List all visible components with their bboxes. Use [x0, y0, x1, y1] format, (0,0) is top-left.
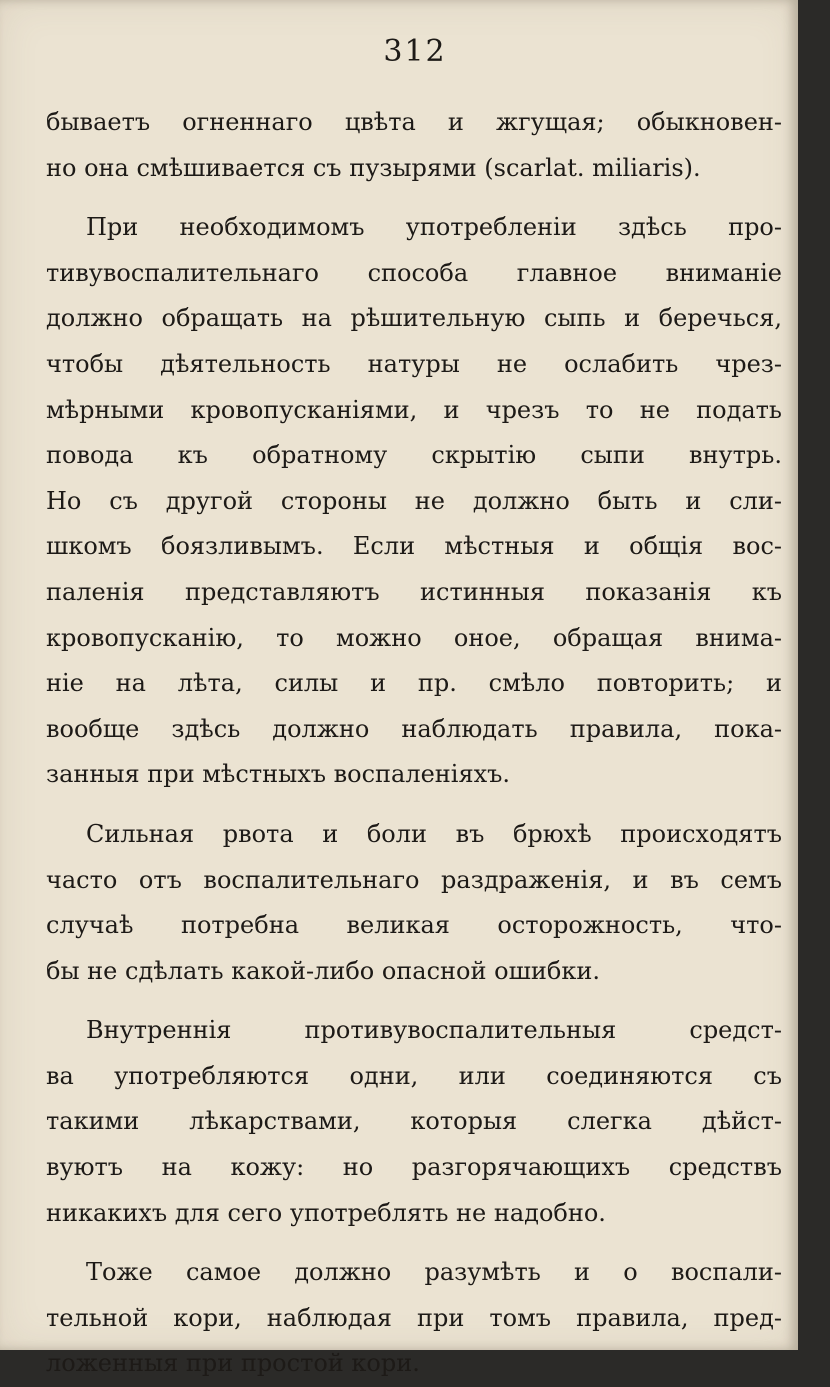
- text-line: должно обращать на рѣшительную сыпь и беречься,: [46, 304, 782, 333]
- text-line: ложенныя при простой кори.: [46, 1349, 420, 1378]
- text-line: паленія представляютъ истинныя показанія къ: [46, 577, 782, 606]
- text-line: но она смѣшивается съ пузырями (scarlat. miliaris).: [46, 153, 701, 182]
- text-line: При необходимомъ употребленіи здѣсь про-: [86, 213, 782, 242]
- text-line: Внутреннія противувоспалительныя средст-: [86, 1016, 782, 1045]
- paragraph: [46, 205, 782, 798]
- text-line: Но съ другой стороны не должно быть и сли-: [46, 486, 782, 515]
- text-line: случаѣ потребна великая осторожность, что-: [46, 911, 782, 940]
- text-line: Сильная рвота и боли въ брюхѣ происходятъ: [86, 819, 782, 848]
- text-line: тельной кори, наблюдая при томъ правила, пред-: [46, 1303, 782, 1332]
- paragraph: [46, 1250, 782, 1387]
- text-line: занныя при мѣстныхъ воспаленіяхъ.: [46, 760, 511, 789]
- text-line: кровопусканію, то можно оное, обращая внима-: [46, 623, 782, 652]
- text-line: ніе на лѣта, силы и пр. смѣло повторить; и: [46, 669, 782, 698]
- paragraph: [46, 1008, 782, 1236]
- text-line: повода къ обратному скрытію сыпи внутрь.: [46, 441, 782, 470]
- text-line: никакихъ для сего употреблять не надобно.: [46, 1198, 606, 1227]
- text-line: тивувоспалительнаго способа главное вниманіе: [46, 258, 782, 287]
- text-line: часто отъ воспалительнаго раздраженія, и въ семъ: [46, 865, 782, 894]
- text-line: такими лѣкарствами, которыя слегка дѣйст-: [46, 1107, 782, 1136]
- page-number: 312: [383, 34, 447, 69]
- paragraph: [46, 100, 782, 191]
- text-line: шкомъ боязливымъ. Если мѣстныя и общія вос-: [46, 532, 782, 561]
- page-text: [46, 100, 782, 1387]
- text-line: чтобы дѣятельность натуры не ослабить чрез-: [46, 349, 782, 378]
- text-line: вуютъ на кожу: но разгорячающихъ средствъ: [46, 1153, 782, 1182]
- text-line: ва употребляются одни, или соединяются съ: [46, 1061, 782, 1090]
- text-line: бы не сдѣлать какой-либо опасной ошибки.: [46, 956, 600, 985]
- text-line: мѣрными кровопусканіями, и чрезъ то не подать: [46, 395, 782, 424]
- text-line: Тоже самое должно разумѣть и о воспали-: [86, 1258, 782, 1287]
- paragraph: [46, 812, 782, 994]
- text-line: бываетъ огненнаго цвѣта и жгущая; обыкновен-: [46, 108, 782, 136]
- text-line: вообще здѣсь должно наблюдать правила, пока-: [46, 714, 782, 743]
